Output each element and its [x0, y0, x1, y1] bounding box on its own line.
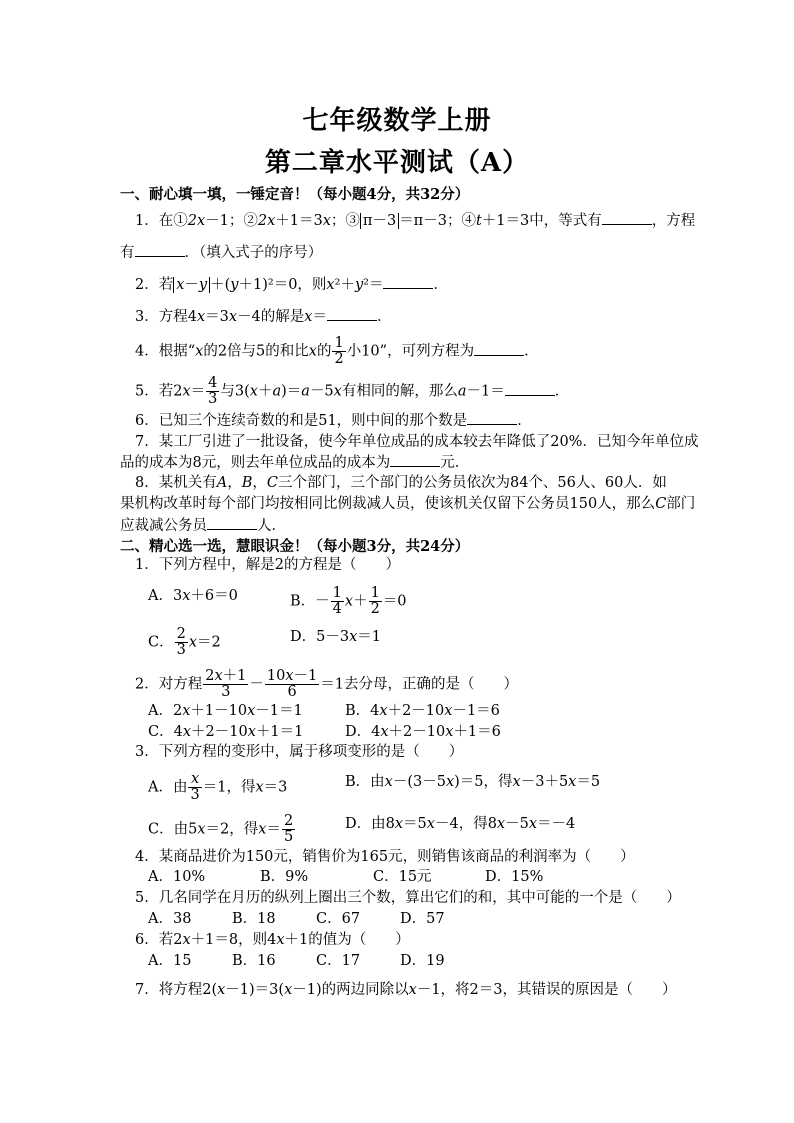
- choice-q5-d: D．57: [400, 911, 445, 927]
- choice-q5-c: C．67: [316, 911, 361, 927]
- choice-q4-d: D．15%: [485, 869, 544, 885]
- choice-q3-c: C．由5x＝2，得x＝ $\frac{2}{5}$: [148, 813, 294, 845]
- choice-q1: 1．下列方程中，解是2的方程是（ ）: [135, 557, 400, 573]
- section-2-heading: 二、精心选一选，慧眼识金！（每小题3分，共24分）: [120, 538, 470, 555]
- fill-q1-cont: 有 ．（填入式子的序号）: [120, 242, 322, 263]
- choice-q2-c: C．4x＋2－10x＋1＝1: [148, 724, 304, 740]
- fill-q1: 1．在①2x－1；②2x＋1＝3x；③ π－3 ＝π－3；④t＋1＝3中，等式有 ，方程: [135, 210, 695, 231]
- fill-q8-end: 应裁减公务员 人．: [120, 515, 286, 536]
- choice-q3-d: D．由8x＝5x－4，得8x－5x＝－4: [345, 816, 576, 832]
- choice-q3: 3．下列方程的变形中，属于移项变形的是（ ）: [135, 744, 464, 760]
- fill-q5: 5．若2x＝ $\frac{4}{3}$ 与3(x＋a)＝a－5x有相同的解，那么a－1＝ ．: [135, 375, 570, 407]
- fill-q4: 4．根据“x的2倍与5的和比x的 $\frac{1}{2}$ 小10”，可列方程为 ．: [135, 335, 539, 367]
- choice-q1-a: A．3x＋6＝0: [148, 588, 238, 604]
- choice-q6-b: B．16: [232, 953, 276, 969]
- fill-q8: 8．某机关有A，B，C三个部门，三个部门的公务员依次为84个、56人、60人．如: [135, 475, 667, 491]
- fill-q3: 3．方程4x＝3x－4的解是x＝ ．: [135, 306, 391, 327]
- choice-q5: 5．几名同学在月历的纵列上圈出三个数，算出它们的和，其中可能的一个是（ ）: [135, 890, 681, 906]
- choice-q2-a: A．2x＋1－10x－1＝1: [148, 703, 303, 719]
- choice-q4-c: C．15元: [373, 869, 432, 885]
- choice-q6-c: C．17: [316, 953, 361, 969]
- choice-q6: 6．若2x＋1＝8，则4x＋1的值为（ ）: [135, 932, 410, 948]
- fill-q6: 6．已知三个连续奇数的和是51，则中间的那个数是 ．: [135, 410, 532, 431]
- choice-q5-a: A．38: [148, 911, 192, 927]
- choice-q1-b: B．－ $\frac{1}{4}$ x＋ $\frac{1}{2}$ ＝0: [290, 585, 407, 617]
- choice-q2: 2．对方程 $\frac{2x+1}{3}$ － $\frac{10x-1}{6}$ ＝1去分母，正确的是（ ）: [135, 668, 518, 700]
- choice-q4-b: B．9%: [260, 869, 309, 885]
- choice-q6-d: D．19: [400, 953, 445, 969]
- choice-q4-a: A．10%: [148, 869, 206, 885]
- fill-q7-cont: 品的成本为8元，则去年单位成品的成本为 元．: [120, 452, 469, 473]
- choice-q3-b: B．由x－(3－5x)＝5，得x－3＋5x＝5: [345, 774, 601, 790]
- choice-q6-a: A．15: [148, 953, 192, 969]
- fill-q7: 7．某工厂引进了一批设备，使今年单位成品的成本较去年降低了20%．已知今年单位成: [135, 434, 699, 450]
- choice-q5-b: B．18: [232, 911, 276, 927]
- choice-q7: 7．将方程2(x－1)＝3(x－1)的两边同除以x－1，将2＝3，其错误的原因是（ ）: [135, 982, 677, 998]
- choice-q2-d: D．4x＋2－10x＋1＝6: [345, 724, 501, 740]
- choice-q2-b: B．4x＋2－10x－1＝6: [345, 703, 500, 719]
- choice-q4: 4．某商品进价为150元，销售价为165元，则销售该商品的利润率为（ ）: [135, 849, 635, 865]
- title-main: 七年级数学上册: [302, 106, 492, 136]
- choice-q3-a: A．由 $\frac{x}{3}$ ＝1，得x＝3: [148, 771, 288, 803]
- section-1-heading: 一、耐心填一填，一锤定音！（每小题4分，共32分）: [120, 186, 470, 203]
- fill-q2: 2．若 x－y ＋(y＋1)²＝0，则x²＋y²＝ ．: [135, 274, 448, 295]
- fill-q8-cont: 果机构改革时每个部门均按相同比例裁减人员，使该机关仅留下公务员150人，那么C部门: [120, 496, 696, 512]
- title-sub: 第二章水平测试（A）: [264, 148, 530, 178]
- choice-q1-c: C． $\frac{2}{3}$ x＝2: [148, 626, 221, 658]
- choice-q1-d: D．5－3x＝1: [290, 629, 381, 645]
